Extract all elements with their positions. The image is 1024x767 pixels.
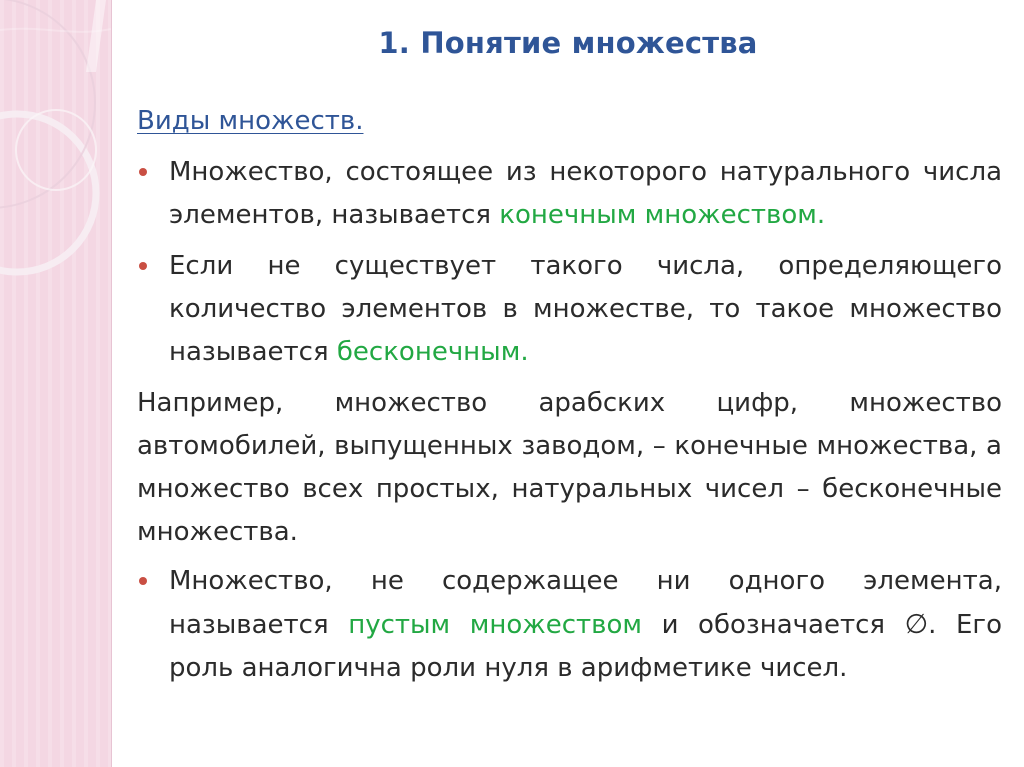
empty-set-symbol: ∅ bbox=[904, 609, 929, 640]
decorative-left-panel bbox=[0, 0, 112, 767]
examples-paragraph: Например, множество арабских цифр, множество автомобилей, выпущенных заводом, – конечные множества, а множество всех простых, натуральных чисел – бесконечные множества. bbox=[137, 388, 1002, 547]
bullet-dot-icon bbox=[139, 577, 147, 585]
bullet-text: Если не существует такого числа, определяющего количество элементов в множестве, то такое множество называется bbox=[169, 251, 1002, 367]
bullet-text: Множество, не содержащее ни одного элемента, называется bbox=[169, 566, 1002, 640]
bullet-dot-icon bbox=[139, 262, 147, 270]
bullet-dot-icon bbox=[139, 168, 147, 176]
definition-bullet-finite bbox=[137, 151, 1002, 237]
bullet-middle-text: и обозначается bbox=[641, 610, 905, 640]
slide-content bbox=[137, 100, 1002, 698]
slide-title: 1. Понятие множества bbox=[378, 26, 758, 60]
definition-bullet-infinite bbox=[137, 245, 1002, 374]
decorative-circles-icon bbox=[0, 0, 111, 767]
bullet-tail: . Его роль аналогична роли нуля в арифметике чисел. bbox=[169, 610, 1002, 683]
presentation-slide bbox=[112, 0, 1024, 767]
definition-bullet-empty-set bbox=[137, 560, 1002, 690]
finite-set-term: конечным множеством. bbox=[499, 200, 826, 230]
empty-set-term: пустым множеством bbox=[348, 610, 642, 640]
section-subtitle: Виды множеств. bbox=[137, 106, 364, 136]
infinite-set-term: бесконечным. bbox=[336, 337, 529, 367]
bullet-text: Множество, состоящее из некоторого натурального числа элементов, называется bbox=[169, 157, 1002, 230]
